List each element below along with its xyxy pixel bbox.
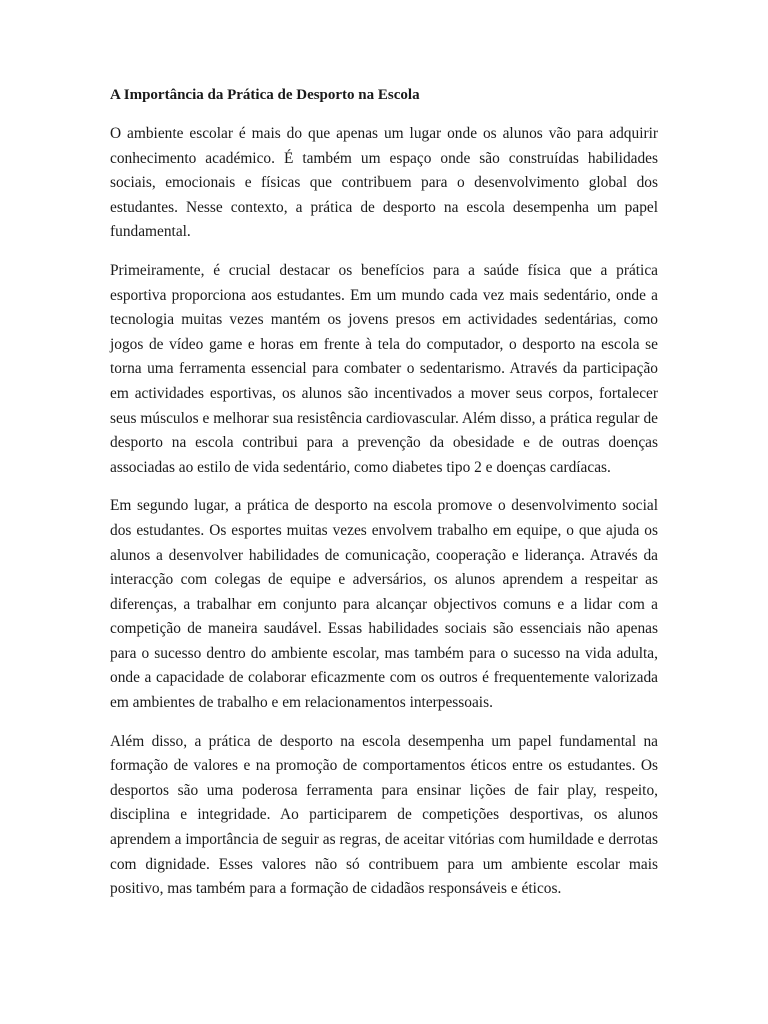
paragraph: Em segundo lugar, a prática de desporto na escola promove o desenvolvimento social dos estudantes. Os esportes muitas vezes envolvem trabalho em equipe, o que ajuda os alunos a desenvolver habilidades de comunicação, cooperação e liderança. Através da interacção com colegas de equipe e adversários, os alunos aprendem a respeitar as diferenças, a trabalhar em conjunto para alcançar objectivos comuns e a lidar com a competição de maneira saudável. Essas habilidades sociais são essenciais não apenas para o sucesso dentro do ambiente escolar, mas também para o sucesso na vida adulta, onde a capacidade de colaborar eficazmente com os outros é frequentemente valorizada em ambientes de trabalho e em relacionamentos interpessoais. [110,497,658,712]
paragraph: O ambiente escolar é mais do que apenas um lugar onde os alunos vão para adquirir conhecimento académico. É também um espaço onde são construídas habilidades sociais, emocionais e físicas que contribuem para o desenvolvimento global dos estudantes. Nesse contexto, a prática de desporto na escola desempenha um papel fundamental. [110,125,658,241]
paragraph: Primeiramente, é crucial destacar os benefícios para a saúde física que a prática esportiva proporciona aos estudantes. Em um mundo cada vez mais sedentário, onde a tecnologia muitas vezes mantém os jovens presos em actividades sedentárias, como jogos de vídeo game e horas em frente à tela do computador, o desporto na escola se torna uma ferramenta essencial para combater o sedentarismo. Através da participação em actividades esportivas, os alunos são incentivados a mover seus corpos, fortalecer seus músculos e melhorar sua resistência cardiovascular. Além disso, a prática regular de desporto na escola contribui para a prevenção da obesidade e de outras doenças associadas ao estilo de vida sedentário, como diabetes tipo 2 e doenças cardíacas. [110,261,658,476]
document-title: A Importância da Prática de Desporto na Escola [110,87,420,103]
paragraph: Além disso, a prática de desporto na escola desempenha um papel fundamental na formação de valores e na promoção de comportamentos éticos entre os estudantes. Os desportos são uma poderosa ferramenta para ensinar lições de fair play, respeito, disciplina e integridade. Ao participarem de competições desportivas, os alunos aprendem a importância de seguir as regras, de aceitar vitórias com humildade e derrotas com dignidade. Esses valores não só contribuem para um ambiente escolar mais positivo, mas também para a formação de cidadãos responsáveis e éticos. [110,732,658,898]
document-page [110,83,658,916]
